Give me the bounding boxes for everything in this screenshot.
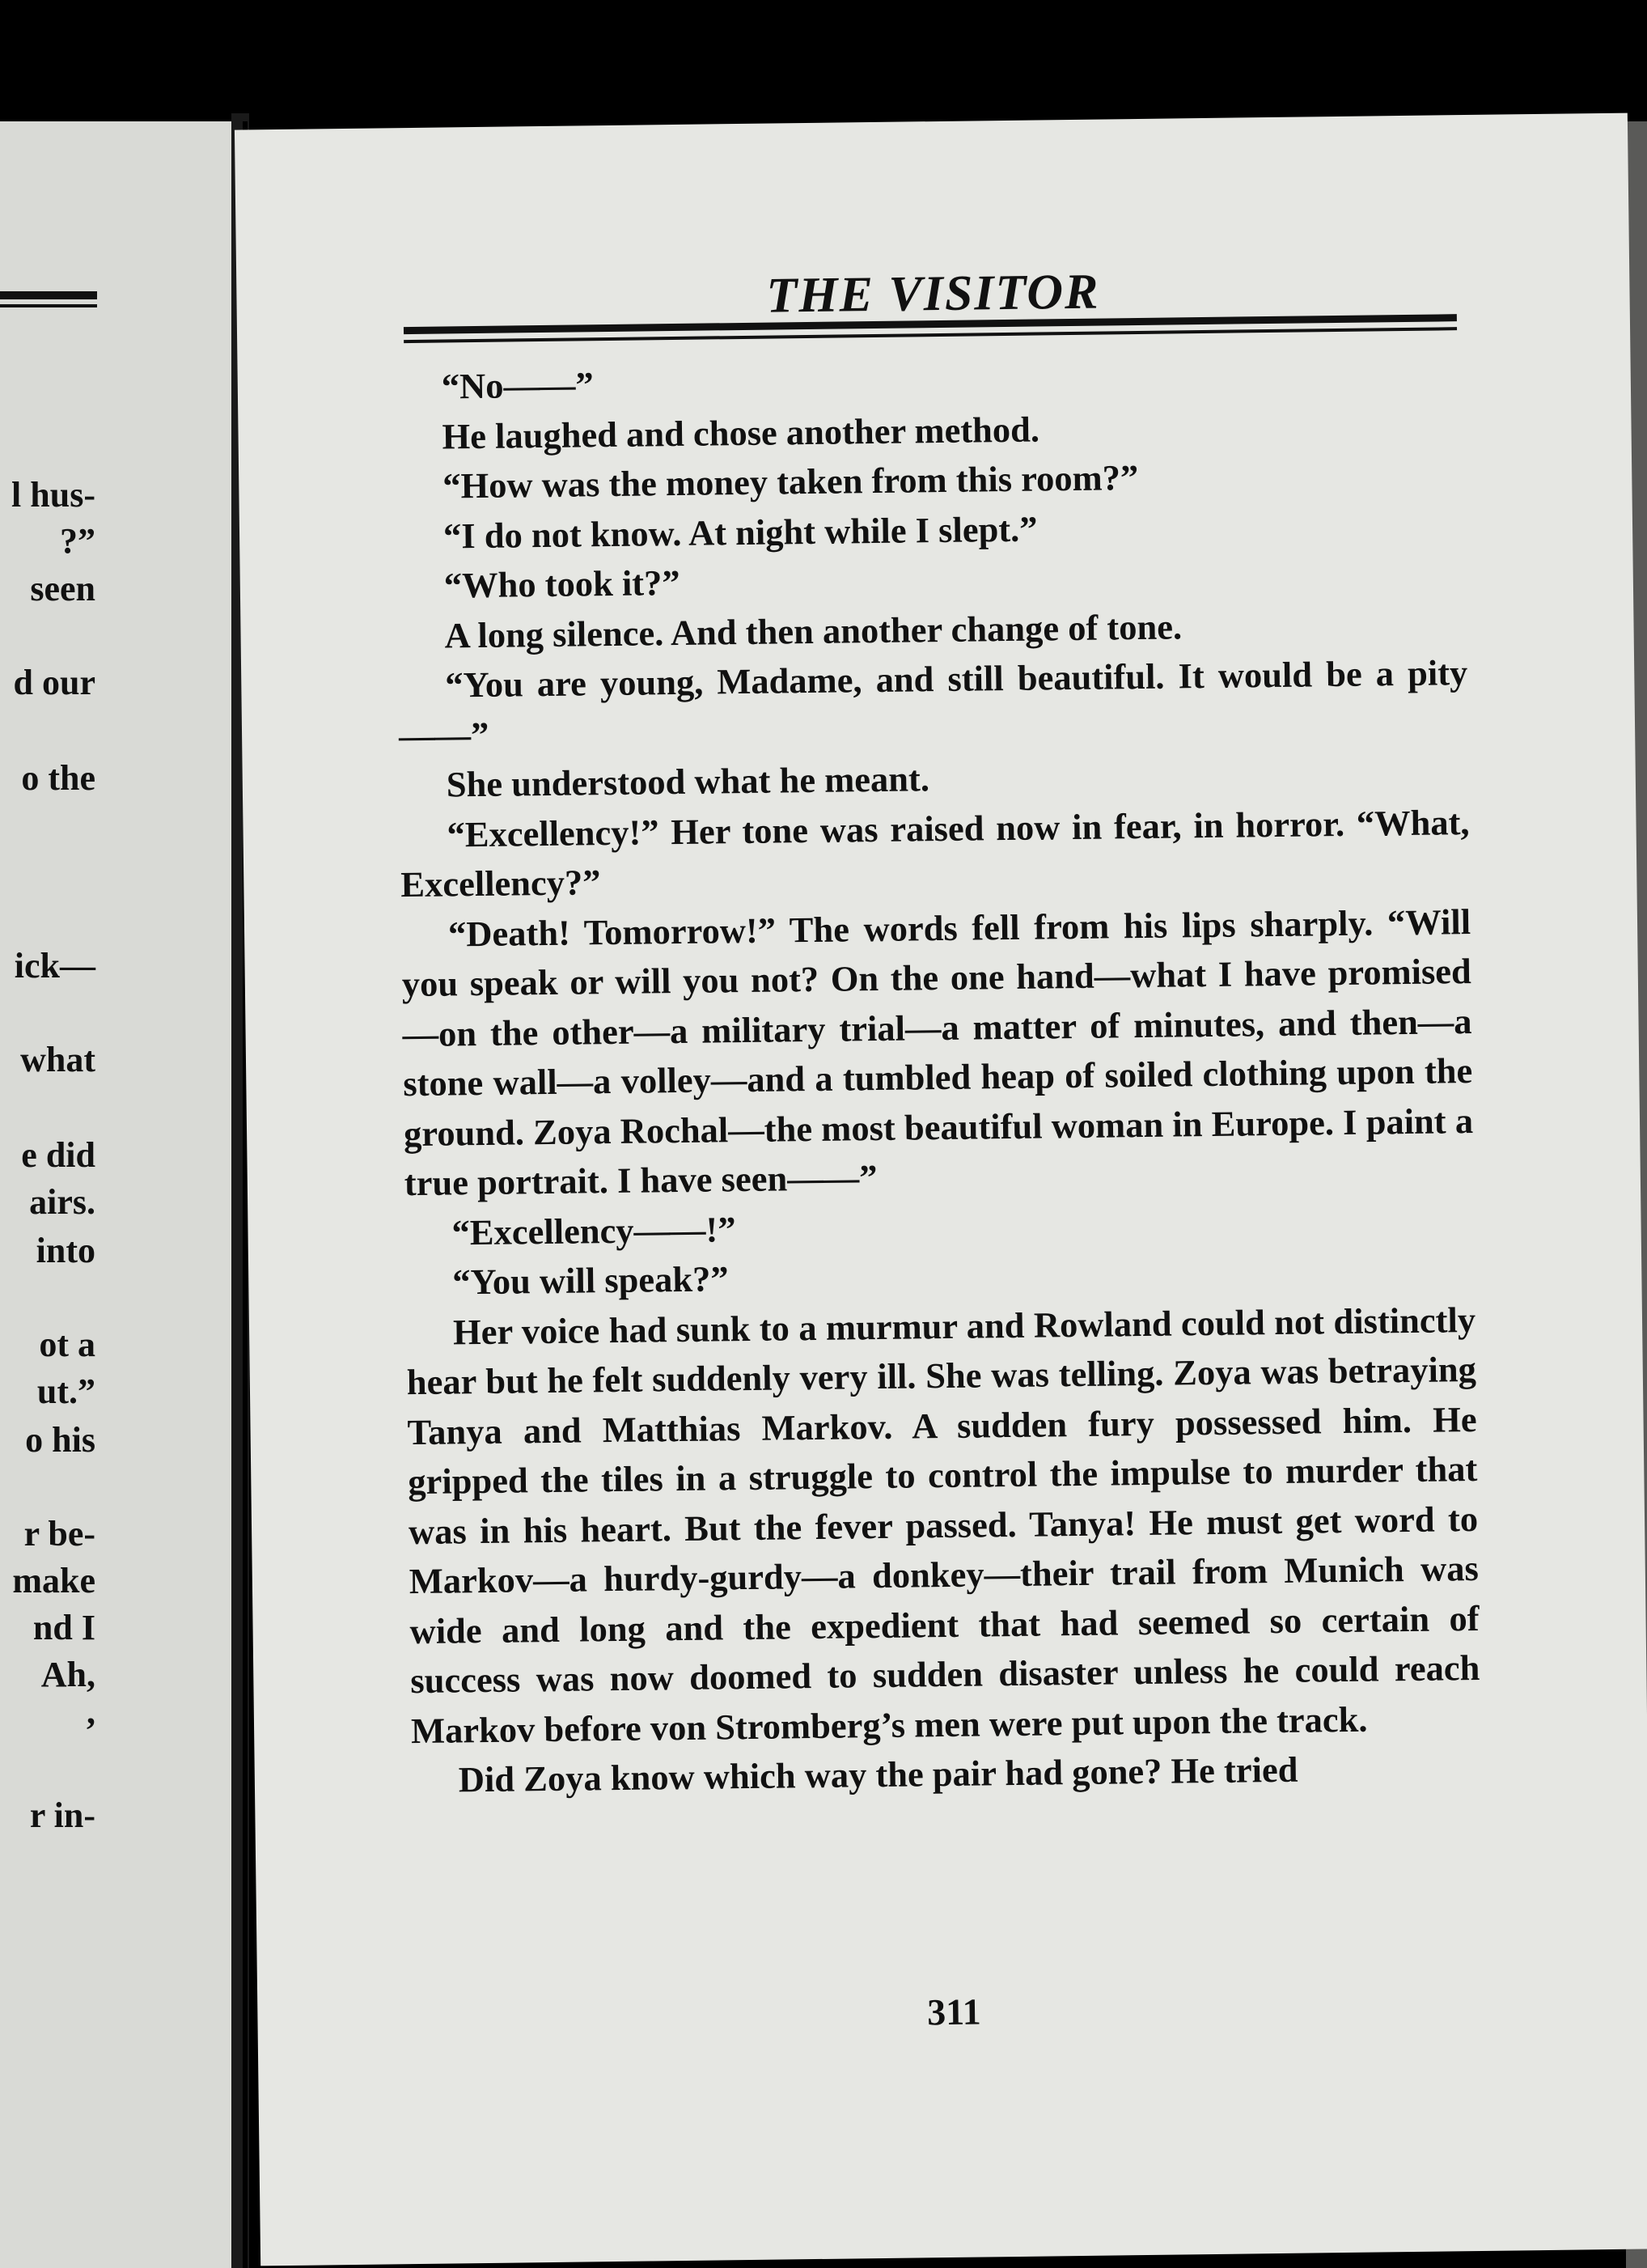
paragraph: He laughed and chose another method.	[442, 408, 1040, 457]
facing-line-fragment: o his	[25, 1420, 95, 1460]
paragraph: “No——”	[441, 364, 595, 407]
facing-line-fragment: ,	[87, 1692, 95, 1732]
facing-line-fragment: make	[12, 1561, 95, 1600]
facing-page-fragment	[0, 121, 235, 2268]
paragraph: “Excellency!” Her tone was raised now in fear, in horror. “What, Excellency?”	[400, 801, 1470, 905]
facing-line-fragment: e did	[21, 1135, 95, 1175]
paragraph: “Death! Tomorrow!” The words fell from his lips sharply. “Will you speak or will you not? On the one hand—what I have promised—on the other—a military trial—a matter of minutes, and then—a stone wall—a volley—and a tumbled heap of soiled clothing upon the ground. Zoya Rochal—the most beautiful woman in Europe. I paint a true portrait. I have seen——”	[401, 901, 1474, 1204]
facing-line-fragment: into	[36, 1231, 95, 1270]
facing-line-fragment: what	[20, 1040, 95, 1079]
facing-line-fragment: ick—	[14, 946, 95, 986]
paragraph: She understood what he meant.	[446, 758, 930, 805]
facing-line-fragment: r in-	[29, 1795, 95, 1835]
facing-line-fragment: d our	[13, 663, 95, 702]
facing-line-fragment: seen	[30, 569, 95, 608]
paragraph: Did Zoya know which way the pair had gone? He tried	[458, 1749, 1298, 1800]
facing-line-fragment: ot a	[39, 1325, 95, 1364]
facing-header-rule-thin	[0, 304, 97, 307]
facing-line-fragment: airs.	[29, 1182, 95, 1222]
paragraph: “Excellency——!”	[451, 1208, 736, 1253]
book-page	[235, 113, 1647, 2266]
facing-line-fragment: o the	[21, 758, 95, 798]
paragraph: “Who took it?”	[443, 562, 680, 606]
paragraph: A long silence. And then another change of tone.	[444, 605, 1183, 655]
paragraph: “You will speak?”	[452, 1258, 729, 1303]
facing-line-fragment: r be-	[23, 1514, 95, 1554]
body-text	[394, 350, 1481, 1806]
facing-line-fragment: l hus-	[11, 475, 95, 515]
page-number: 311	[926, 1990, 981, 2033]
paragraph: Her voice had sunk to a murmur and Rowland could not distinctly hear but he felt suddenly very ill. She was telling. Zoya was betraying Tanya and Matthias Markov. A sudden fury possessed him. He gripped the tiles in a struggle to control the impulse to murder that was in his heart. But the fever passed. Tanya! He must get word to Markov—a hurdy-gurdy—a donkey—their trail from Munich was wide and long and the expedient that had seemed so certain of success was now doomed to sudden disaster unless he could reach Markov before von Stromberg’s men were put upon the track.	[406, 1299, 1480, 1751]
paragraph: “I do not know. At night while I slept.”	[442, 508, 1038, 556]
facing-line-fragment: nd I	[32, 1608, 95, 1647]
facing-line-fragment: ut.”	[36, 1371, 95, 1411]
facing-line-fragment: ?”	[60, 521, 95, 561]
paragraph: “How was the money taken from this room?”	[442, 457, 1139, 507]
facing-header-rule	[0, 291, 97, 299]
running-header: THE VISITOR	[766, 264, 1100, 324]
paragraph: “You are young, Madame, and still beautiful. It would be a pity——”	[398, 652, 1468, 756]
facing-line-fragment: Ah,	[40, 1655, 95, 1694]
